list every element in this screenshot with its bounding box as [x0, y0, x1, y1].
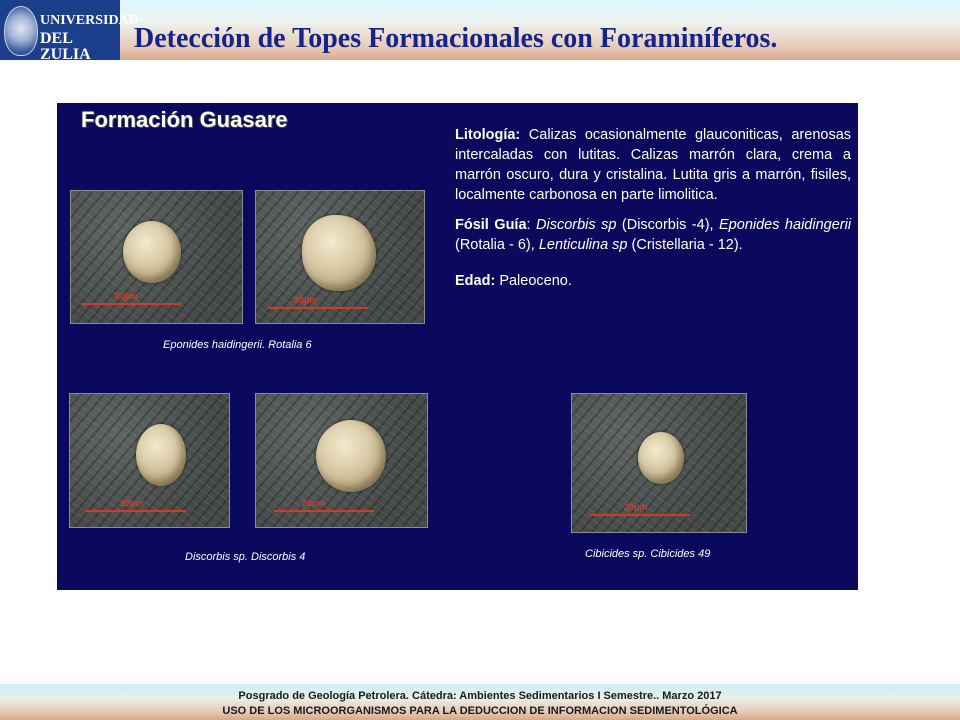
fossil-photo-cibicides	[571, 393, 747, 533]
logo-line-1: UNIVERSIDAD	[40, 13, 139, 28]
litologia-label: Litología:	[455, 127, 521, 143]
formation-heading: Formación Guasare	[81, 107, 288, 132]
fosil-guia-paragraph	[455, 215, 851, 255]
scale-label: 20µm	[302, 498, 326, 508]
edad-label: Edad:	[455, 273, 496, 289]
fossil-specimen	[638, 432, 684, 484]
fossil-photo-discorbis-1	[69, 393, 230, 528]
fosil-equivalent-1: (Discorbis -4),	[621, 217, 714, 233]
scale-bar	[590, 514, 690, 516]
fossil-specimen	[136, 424, 186, 486]
caption-eponides: Eponides haidingerii. Rotalia 6	[163, 339, 312, 351]
caption-discorbis: Discorbis sp. Discorbis 4	[185, 551, 306, 563]
scale-label: 20µm	[624, 502, 648, 512]
fosil-species-2: Eponides haidingerii	[719, 217, 852, 233]
fosil-species-3: Lenticulina sp	[538, 237, 628, 253]
scale-label: 20µm	[294, 295, 318, 305]
fosil-species-1: Discorbis sp	[536, 217, 617, 233]
edad-paragraph	[455, 271, 851, 291]
scale-bar	[86, 510, 186, 512]
fosil-equivalent-2: (Rotalia - 6),	[455, 237, 535, 253]
formation-info	[455, 125, 851, 301]
scale-bar	[274, 510, 374, 512]
footer-course-line: Posgrado de Geología Petrolera. Cátedra: Ambientes Sedimentarios I Semestre.. Marzo 2017	[238, 690, 722, 702]
fosil-guia-colon: :	[526, 217, 531, 233]
university-logo	[0, 0, 139, 63]
litologia-text: Calizas ocasionalmente glauconiticas, arenosas intercaladas con lutitas. Calizas marrón clara, crema a marrón oscuro, dura y cristalina. Lutita gris a marrón, fisiles, localmente carbonosa en parte limolitica.	[455, 127, 852, 203]
scale-label: 20µm	[115, 291, 139, 301]
fossil-photo-discorbis-2	[255, 393, 428, 528]
scale-label: 20µm	[120, 498, 144, 508]
fosil-guia-label: Fósil Guía	[455, 217, 527, 233]
fossil-specimen	[316, 420, 386, 492]
scale-bar	[268, 307, 368, 309]
logo-line-2: DEL ZULIA	[40, 30, 91, 63]
university-seal-icon	[4, 6, 38, 56]
fossil-photo-eponides-2	[255, 190, 425, 324]
fossil-specimen	[123, 221, 181, 283]
footer-topic-line: USO DE LOS MICROORGANISMOS PARA LA DEDUCCION DE INFORMACION SEDIMENTOLÓGICA	[222, 705, 738, 717]
edad-text: Paleoceno.	[499, 273, 572, 289]
scale-bar	[81, 303, 181, 305]
fosil-equivalent-3: (Cristellaria - 12).	[631, 237, 743, 253]
fossil-photo-eponides-1	[70, 190, 243, 324]
page-title: Detección de Topes Formacionales con Foraminíferos.	[134, 23, 778, 54]
slide-panel	[57, 103, 858, 590]
caption-cibicides: Cibicides sp. Cibicides 49	[585, 548, 711, 560]
fossil-specimen	[302, 215, 376, 291]
litologia-paragraph	[455, 125, 851, 205]
